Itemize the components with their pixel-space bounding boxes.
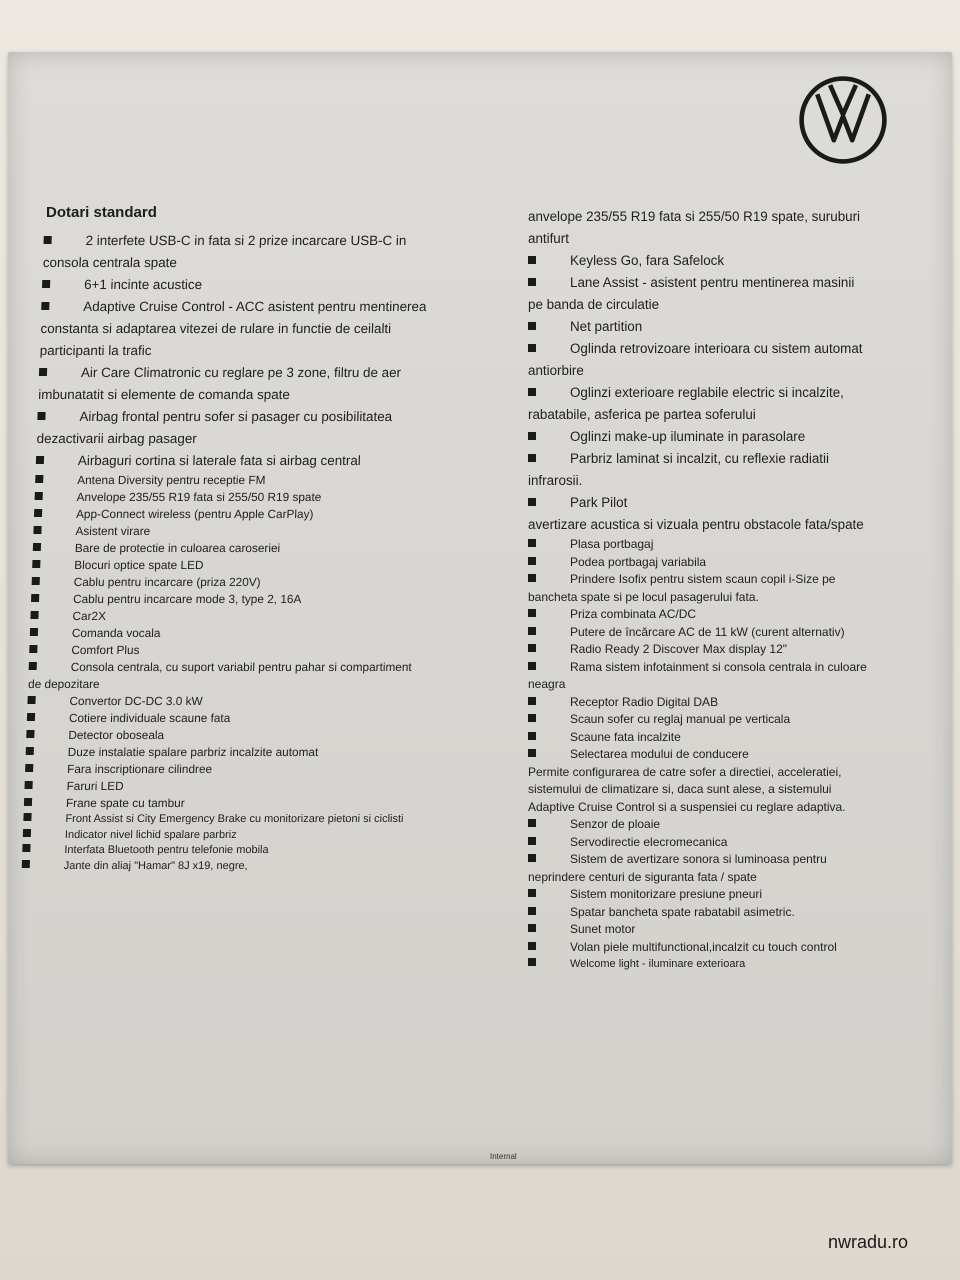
square-bullet-icon xyxy=(528,557,536,565)
equipment-item-text: Consola centrala, cu suport variabil pentru pahar si compartiment de depozitare xyxy=(27,660,412,691)
square-bullet-icon xyxy=(29,662,37,670)
equipment-item-text: Detector oboseala xyxy=(68,728,165,742)
equipment-item xyxy=(29,642,420,659)
square-bullet-icon xyxy=(37,412,45,420)
equipment-item xyxy=(26,727,417,744)
equipment-item xyxy=(528,492,868,514)
equipment-item-text: Scaun sofer cu reglaj manual pe verticala xyxy=(570,712,791,726)
equipment-item-text: Putere de încărcare AC de 11 kW (curent alternativ) xyxy=(570,624,845,639)
square-bullet-icon xyxy=(528,749,536,757)
equipment-item-text: Interfata Bluetooth pentru telefonie mobila xyxy=(64,844,269,857)
equipment-item-text: Prindere Isofix pentru sistem scaun copil i-Size pe bancheta spate si pe locul pasagerului fata. xyxy=(528,572,836,604)
square-bullet-icon xyxy=(24,781,32,789)
square-bullet-icon xyxy=(33,526,41,534)
equipment-item-text: Parbriz laminat si incalzit, cu reflexie radiatii infrarosii. xyxy=(528,451,829,488)
square-bullet-icon xyxy=(35,492,43,500)
equipment-item xyxy=(34,489,425,506)
equipment-item-text: Adaptive Cruise Control - ACC asistent pentru mentinerea constanta si adaptarea vitezei de rulare in functie de ceilalti participanti la trafic xyxy=(39,299,427,358)
square-bullet-icon xyxy=(33,543,41,551)
equipment-item xyxy=(23,828,414,844)
equipment-item xyxy=(42,274,433,296)
equipment-item xyxy=(528,338,868,382)
equipment-item xyxy=(528,956,868,972)
equipment-item xyxy=(528,694,868,712)
equipment-item-text: Fara inscriptionare cilindree xyxy=(66,762,213,776)
equipment-item xyxy=(31,591,422,608)
equipment-item-text: Jante din aliaj "Hamar" 8J x19, negre, xyxy=(63,859,248,872)
equipment-item-text: Convertor DC-DC 3.0 kW xyxy=(69,694,203,708)
equipment-item-text: Car2X xyxy=(72,609,107,623)
equipment-item xyxy=(30,608,421,625)
square-bullet-icon xyxy=(528,388,536,396)
equipment-item xyxy=(42,230,434,274)
equipment-item xyxy=(528,851,868,886)
equipment-item xyxy=(528,641,868,659)
equipment-item xyxy=(528,764,868,817)
equipment-item-text: anvelope 235/55 R19 fata si 255/50 R19 spate, suruburi antifurt xyxy=(528,209,861,246)
equipment-item-text: Permite configurarea de catre sofer a directiei, acceleratiei, sistemului de climatizare si, daca sunt alese, a sistemului Adaptive Cruise Control si a suspensiei cu reglare adaptiva. xyxy=(528,764,846,814)
square-bullet-icon xyxy=(29,645,37,653)
square-bullet-icon xyxy=(39,368,47,376)
equipment-item-text: Cablu pentru incarcare mode 3, type 2, 16A xyxy=(72,592,302,606)
square-bullet-icon xyxy=(22,860,30,868)
square-bullet-icon xyxy=(528,924,536,932)
square-bullet-icon xyxy=(26,747,34,755)
equipment-item-text: Oglinzi exterioare reglabile electric si incalzite, rabatabile, asferica pe partea soferului xyxy=(528,385,844,422)
equipment-item xyxy=(528,571,868,606)
square-bullet-icon xyxy=(528,837,536,845)
equipment-item xyxy=(24,795,415,812)
equipment-item-text: Antena Diversity pentru receptie FM xyxy=(77,473,266,487)
equipment-item xyxy=(528,606,868,624)
equipment-item-text: Frane spate cu tambur xyxy=(65,796,185,810)
equipment-item-text: Duze instalatie spalare parbriz incalzite automat xyxy=(67,745,319,759)
equipment-item-text: Indicator nivel lichid spalare parbriz xyxy=(64,828,237,841)
equipment-list-right xyxy=(528,206,868,972)
equipment-item-text: 2 interfete USB-C in fata si 2 prize incarcare USB-C in consola centrala spate xyxy=(42,233,407,270)
equipment-item-text: Sunet motor xyxy=(570,922,636,936)
equipment-item xyxy=(33,523,424,540)
square-bullet-icon xyxy=(27,696,35,704)
equipment-item xyxy=(23,812,414,828)
equipment-item-text: App-Connect wireless (pentru Apple CarPlay) xyxy=(75,507,314,521)
equipment-item-text: Airbag frontal pentru sofer si pasager cu posibilitatea dezactivarii airbag pasager xyxy=(36,409,393,446)
equipment-item-text: Receptor Radio Digital DAB xyxy=(570,694,719,709)
equipment-item xyxy=(39,296,431,362)
square-bullet-icon xyxy=(528,732,536,740)
equipment-item xyxy=(528,382,868,426)
equipment-item-text: Bare de protectie in culoarea caroseriei xyxy=(74,541,281,555)
equipment-item xyxy=(27,710,418,727)
square-bullet-icon xyxy=(528,278,536,286)
square-bullet-icon xyxy=(25,764,33,772)
square-bullet-icon xyxy=(528,344,536,352)
equipment-item-text: Comfort Plus xyxy=(71,643,140,657)
square-bullet-icon xyxy=(30,628,38,636)
square-bullet-icon xyxy=(34,509,42,517)
equipment-item-text: Asistent virare xyxy=(75,524,151,538)
equipment-item-text: Priza combinata AC/DC xyxy=(570,607,697,621)
equipment-item xyxy=(31,574,422,591)
equipment-item-text: Park Pilot xyxy=(570,495,628,510)
equipment-item-text: Cotiere individuale scaune fata xyxy=(68,711,231,725)
equipment-item-text: Spatar bancheta spate rabatabil asimetric. xyxy=(570,904,795,919)
square-bullet-icon xyxy=(26,730,34,738)
equipment-item-text: Volan piele multifunctional,incalzit cu touch control xyxy=(570,939,837,954)
equipment-item xyxy=(21,859,412,875)
square-bullet-icon xyxy=(32,577,40,585)
equipment-item xyxy=(528,834,868,852)
square-bullet-icon xyxy=(528,454,536,462)
equipment-item xyxy=(34,506,425,523)
square-bullet-icon xyxy=(35,475,43,483)
equipment-item-text: Anvelope 235/55 R19 fata si 255/50 R19 spate xyxy=(76,490,322,504)
square-bullet-icon xyxy=(528,322,536,330)
equipment-item xyxy=(528,536,868,554)
equipment-item-text: Comanda vocala xyxy=(71,626,161,640)
equipment-item xyxy=(528,554,868,572)
equipment-item xyxy=(528,746,868,764)
square-bullet-icon xyxy=(528,574,536,582)
square-bullet-icon xyxy=(24,798,32,806)
site-watermark: nwradu.ro xyxy=(828,1232,909,1252)
equipment-item-text: Sistem monitorizare presiune pneuri xyxy=(570,887,763,901)
square-bullet-icon xyxy=(528,697,536,705)
square-bullet-icon xyxy=(31,594,39,602)
equipment-item-text: Oglinzi make-up iluminate in parasolare xyxy=(570,429,806,444)
square-bullet-icon xyxy=(528,854,536,862)
equipment-item-text: Scaune fata incalzite xyxy=(570,729,681,744)
equipment-item-text: Airbaguri cortina si laterale fata si airbag central xyxy=(77,453,362,468)
square-bullet-icon xyxy=(528,627,536,635)
equipment-item xyxy=(36,450,427,472)
square-bullet-icon xyxy=(30,611,38,619)
equipment-item xyxy=(528,939,868,957)
equipment-item-text: Senzor de ploaie xyxy=(570,817,661,831)
equipment-item-text: Front Assist si City Emergency Brake cu monitorizare pietoni si ciclisti xyxy=(65,813,404,825)
square-bullet-icon xyxy=(528,498,536,506)
equipment-list-left xyxy=(21,230,434,874)
equipment-item-text: 6+1 incinte acustice xyxy=(83,277,203,292)
square-bullet-icon xyxy=(528,662,536,670)
square-bullet-icon xyxy=(528,714,536,722)
equipment-item-text: Keyless Go, fara Safelock xyxy=(570,253,725,268)
equipment-item xyxy=(528,448,868,492)
square-bullet-icon xyxy=(528,889,536,897)
equipment-item-text: Selectarea modului de conducere xyxy=(570,747,749,761)
equipment-item xyxy=(32,557,423,574)
square-bullet-icon xyxy=(23,813,31,821)
square-bullet-icon xyxy=(27,713,35,721)
equipment-item xyxy=(528,659,868,694)
square-bullet-icon xyxy=(528,644,536,652)
equipment-item xyxy=(36,406,428,450)
equipment-item xyxy=(528,426,868,448)
equipment-item xyxy=(528,624,868,642)
section-heading: Dotari standard xyxy=(46,204,157,221)
equipment-item xyxy=(528,729,868,747)
equipment-item-text: avertizare acustica si vizuala pentru obstacole fata/spate xyxy=(528,517,864,532)
equipment-item xyxy=(528,514,868,536)
equipment-item xyxy=(22,843,413,859)
equipment-item-text: Oglinda retrovizoare interioara cu sistem automat antiorbire xyxy=(528,341,863,378)
equipment-item xyxy=(27,693,418,710)
square-bullet-icon xyxy=(528,942,536,950)
square-bullet-icon xyxy=(41,302,49,310)
square-bullet-icon xyxy=(528,539,536,547)
square-bullet-icon xyxy=(23,829,31,837)
equipment-item xyxy=(24,778,415,795)
equipment-item xyxy=(528,711,868,729)
equipment-item xyxy=(528,904,868,922)
square-bullet-icon xyxy=(528,958,536,966)
square-bullet-icon xyxy=(44,236,52,244)
equipment-item-text: Net partition xyxy=(570,319,643,334)
equipment-item-text: Faruri LED xyxy=(66,779,124,793)
equipment-item-text: Podea portbagaj variabila xyxy=(570,554,707,569)
square-bullet-icon xyxy=(36,456,44,464)
equipment-item xyxy=(30,625,421,642)
square-bullet-icon xyxy=(528,609,536,617)
equipment-item xyxy=(528,272,868,316)
square-bullet-icon xyxy=(528,432,536,440)
square-bullet-icon xyxy=(32,560,40,568)
equipment-item xyxy=(528,886,868,904)
equipment-item xyxy=(38,362,430,406)
square-bullet-icon xyxy=(528,819,536,827)
equipment-item-text: Sistem de avertizare sonora si luminoasa pentru neprindere centuri de siguranta fata / spate xyxy=(528,852,827,884)
square-bullet-icon xyxy=(22,844,30,852)
equipment-item-text: Welcome light - iluminare exterioara xyxy=(570,958,746,970)
square-bullet-icon xyxy=(528,256,536,264)
equipment-item-text: Lane Assist - asistent pentru mentinerea masinii pe banda de circulatie xyxy=(528,275,855,312)
equipment-item-text: Radio Ready 2 Discover Max display 12" xyxy=(570,642,788,656)
equipment-item-text: Cablu pentru incarcare (priza 220V) xyxy=(73,575,261,589)
equipment-item xyxy=(28,659,419,693)
vw-logo xyxy=(797,74,889,166)
equipment-item xyxy=(25,761,416,778)
equipment-item-text: Blocuri optice spate LED xyxy=(74,558,204,572)
equipment-item xyxy=(528,921,868,939)
equipment-item-text: Plasa portbagaj xyxy=(570,537,654,551)
square-bullet-icon xyxy=(528,907,536,915)
equipment-item-text: Servodirectie elecromecanica xyxy=(570,834,728,849)
equipment-item-text: Air Care Climatronic cu reglare pe 3 zone, filtru de aer imbunatatit si elemente de comanda spate xyxy=(37,365,402,402)
classification-label: Internal xyxy=(490,1152,517,1161)
square-bullet-icon xyxy=(42,280,50,288)
equipment-item xyxy=(528,206,868,250)
equipment-item xyxy=(528,250,868,272)
equipment-item xyxy=(33,540,424,557)
equipment-item xyxy=(528,316,868,338)
equipment-item xyxy=(528,816,868,834)
equipment-item-text: Rama sistem infotainment si consola centrala in culoare neagra xyxy=(528,659,867,691)
equipment-item xyxy=(35,472,426,489)
equipment-item xyxy=(25,744,416,761)
